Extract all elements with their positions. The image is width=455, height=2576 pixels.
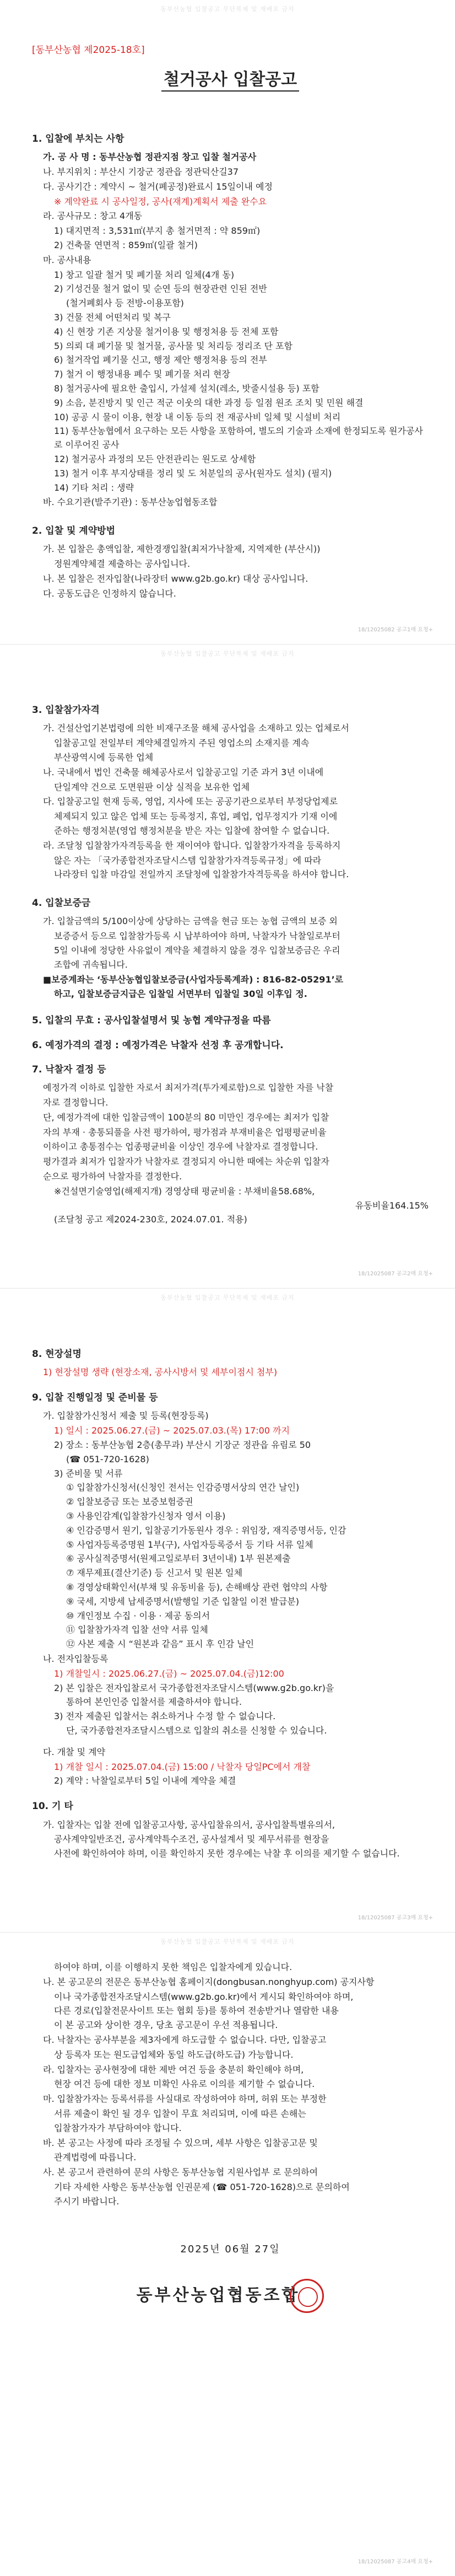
text-line: 나. 부지위치 : 부산시 기장군 정관읍 정관덕산길37 [43, 166, 239, 177]
title-text: 철거공사 입찰공고 [161, 70, 299, 92]
text-line: ※건설면기술영업(해제지개) 경영상태 평균비율 : 부채비율58.68%, [54, 1185, 315, 1196]
section-9-heading: 9. 입찰 진행일정 및 준비물 등 [32, 1392, 158, 1404]
text-line: 가. 본 입찰은 총액입찰, 제한경쟁입찰(최저가낙찰제, 지역제한 (부산시)) [43, 544, 321, 555]
section-1-heading: 1. 입찰에 부치는 사항 [32, 133, 124, 144]
text-line: 1) 대지면적 : 3,531㎡(부지 총 철거면적 : 약 859㎡) [54, 226, 261, 237]
text-line: (철거폐회사 등 전방-이용포함) [66, 298, 184, 309]
document-number: [동부산농협 제2025-18호] [32, 45, 145, 56]
text-line: 상 등록자 또는 원도급업체와 동일 하도급(하도급) 가능합니다. [54, 2049, 294, 2060]
text-line: 2) 기성건물 철거 없이 및 순연 등의 현장관련 인된 전반 [54, 283, 267, 294]
watermark: 동부산농협 입찰공고 무단복제 및 재배포 금지 [160, 6, 295, 13]
text-line: ⑦ 재무제표(결산기준) 등 신고서 및 원본 일체 [66, 1568, 243, 1579]
official-seal-icon [290, 2279, 324, 2313]
issuer-name: 동부산농업협동조합 [136, 2285, 300, 2305]
text-line: 서류 제출이 확인 될 경우 입찰이 무효 처리되며, 이에 따른 손해는 [54, 2108, 306, 2119]
text-line: 1) 일시 : 2025.06.27.(금) ~ 2025.07.03.(목) 17:00 까지 [54, 1425, 290, 1436]
text-line: 라. 조달청 입찰참가자격등록을 한 재이여야 합니다. 입찰참가자격을 등록하지 [43, 840, 341, 851]
document-page-2 [0, 644, 455, 1288]
text-line: 1) 개찰 일시 : 2025.07.04.(금) 15:00 / 낙찰자 당일PC에서 개찰 [54, 1761, 311, 1772]
text-line: 평가결과 최저가 입찰자가 낙찰자로 결정되지 아니한 때에는 차순위 입찰자 [43, 1156, 329, 1167]
text-line: 조합에 귀속됩니다. [54, 959, 128, 970]
text-line: 이나 국가종합전자조달시스템(www.g2b.go.kr)에서 게시되 확인하여야 하며, [54, 1991, 354, 2002]
text-line: 예정가격 이하로 입찰한 자로서 최저가격(투가제로함)으로 입찰한 자를 낙찰 [43, 1082, 334, 1093]
text-line: 10) 공공 시 물이 이용, 현장 내 이동 등의 전 재공사비 일체 및 시설비 처리 [54, 411, 341, 422]
text-line: (☎ 051-720-1628) [66, 1453, 149, 1464]
text-line: 가. 건설산업기본법령에 의한 비재구조물 해체 공사업을 소재하고 있는 업체로서 [43, 723, 349, 734]
text-line: ⑥ 공사실적증명서(원제고일로부터 3년이내) 1부 원본제출 [66, 1553, 291, 1564]
text-line: 관계법령에 따릅니다. [54, 2152, 137, 2163]
text-line: 이하이고 총통점수는 업종평균비율 이상인 경우에 낙찰자로 결정합니다. [43, 1141, 318, 1152]
text-line: 다. 공동도급은 인정하지 않습니다. [43, 588, 176, 599]
text-line: 바. 수요기관(발주기관) : 동부산농업협동조합 [43, 497, 218, 508]
text-line: 사전에 확인하여야 하며, 이를 확인하지 못한 경우에는 낙찰 후 이의를 제기할 수 없습니다. [54, 1848, 400, 1859]
text-line: 나. 본 공고문의 전문은 동부산농협 홈페이지(dongbusan.nonghyup.com) 공지사항 [43, 1976, 375, 1987]
document-title [32, 67, 429, 93]
text-line: ⑫ 사본 제출 시 “원본과 같음” 표시 후 인감 날인 [66, 1639, 254, 1650]
text-line: 단, 예정가격에 대한 입찰금액이 100분의 80 미만인 경우에는 최저가 입찰 [43, 1112, 329, 1123]
text-line: ① 입찰참가신청서(신청인 전서는 인감증명서상의 연간 날인) [66, 1482, 300, 1493]
page-code: 18/12025087 공고4매 요청+ [358, 2558, 433, 2565]
text-line: 공사계약일반조건, 공사계약특수조건, 공사설계서 및 제무서류를 현장을 [54, 1834, 329, 1845]
text-line: 정원계약체결 제출하는 공사입니다. [54, 559, 191, 570]
text-line: 4) 신 현장 기존 지상물 철거이용 및 행정처용 등 전체 포함 [54, 326, 279, 337]
text-line: 1) 창고 일괄 철거 및 폐기물 처리 일체(4개 동) [54, 269, 235, 280]
document-page-4 [0, 1932, 455, 2576]
text-line: 나. 전자입찰등록 [43, 1654, 109, 1665]
text-line: 나. 국내에서 법인 건축물 해체공사로서 입찰공고일 기준 과거 3년 이내에 [43, 766, 324, 777]
text-line: 나. 본 입찰은 전자입찰(나라장터 www.g2b.go.kr) 대상 공사입니다. [43, 573, 308, 584]
text-line: 가. 입찰자는 입찰 전에 입찰공고사항, 공사입찰유의서, 공사입찰특별유의서, [43, 1819, 335, 1830]
text-line: 자로 결정합니다. [43, 1097, 109, 1108]
section-6-heading: 6. 예정가격의 결정 : 예정가격은 낙찰자 선정 후 공개합니다. [32, 1039, 284, 1051]
text-line: 바. 본 공고는 사정에 따라 조정될 수 있으며, 세부 사항은 입찰공고문 및 [43, 2137, 318, 2148]
text-line: 마. 입찰참가자는 등록서류를 사실대로 작성하여야 하며, 허위 또는 부정한 [43, 2094, 327, 2105]
text-line: 나라장터 입찰 마감일 전일까지 조달청에 입찰참가자격등록을 하셔야 합니다. [54, 869, 349, 880]
document-page-1 [0, 0, 455, 644]
text-line: 다. 낙찰자는 공사부분을 제3자에게 하도급할 수 없습니다. 다만, 입찰공고 [43, 2034, 327, 2045]
document-page-3 [0, 1288, 455, 1932]
page-code: 18/12025082 공고1매 요청+ [358, 626, 433, 633]
page-code: 18/12025087 공고3매 요청+ [358, 1914, 433, 1921]
text-line: 9) 소음, 분진방지 및 인근 적군 이웃의 대한 과정 등 일점 원조 조치 및 민원 해결 [54, 397, 364, 408]
text-line: 자의 부재 · 총통되풀을 사전 평가하여, 평가점과 부재비율은 업평평균비율 [43, 1126, 327, 1137]
text-line: 7) 철거 이 행정내용 폐수 및 폐기물 처리 현장 [54, 369, 230, 380]
text-line: 가. 입찰참가신청서 제출 및 등록(현장등록) [43, 1410, 209, 1421]
text-line: ⑤ 사업자등록증명원 1부(구), 사업자등록증서 등 기타 서류 일체 [66, 1539, 313, 1550]
text-line: 다. 입찰공고일 현재 등록, 영업, 지사에 또는 공공기관으로부터 부정당업제로 [43, 796, 338, 807]
text-line: ④ 인감증명서 원기, 입찰공기가동원사 경우 : 위임장, 재직증명서등, 인감 [66, 1525, 346, 1536]
text-line: 다. 공사기간 : 계약시 ~ 철거(폐공정)완료시 15일이내 예정 [43, 181, 273, 192]
text-line: 5) 의뢰 대 폐기물 및 철거물, 공사물 및 처리등 정리조 단 포함 [54, 340, 292, 351]
text-line: 체제되지 있고 않은 업체 또는 등록정지, 휴업, 폐업, 업무정지가 기재 이에 [54, 811, 338, 822]
section-2-heading: 2. 입찰 및 계약방법 [32, 525, 115, 537]
issue-date: 2025년 06월 27일 [180, 2243, 280, 2255]
text-line: 입찰참가자가 부담하여야 합니다. [54, 2122, 182, 2133]
contact-line: 기타 자세한 사항은 동부산농협 인권문제 (☎ 051-720-1628)으로 문의하여 [54, 2181, 350, 2192]
text-line: 보증증서 등으로 입찰참가등록 시 납부하여야 하며, 낙찰자가 낙찰일로부터 [54, 931, 340, 942]
text-line: (조달청 공고 제2024-230호, 2024.07.01. 적용) [54, 1214, 247, 1225]
text-line: 8) 철거공사에 필요한 출입시, 가설제 설치(레소, 밧줄시설용 등) 포함 [54, 383, 319, 394]
text-line: ⑪ 입찰참가자격 입찰 선약 서류 일체 [66, 1624, 208, 1635]
issuer-block [32, 2279, 429, 2313]
text-line: 11) 동부산농협에서 요구하는 모든 사항을 포함하여, 별도의 기술과 소재에 한정되도록 원가공사로 이루어진 공사 [54, 426, 423, 450]
text-line: 라. 공사규모 : 창고 4개동 [43, 211, 143, 222]
text-line: 13) 철거 이후 부지상태를 정리 및 도 처분일의 공사(원자도 설치) (필지) [54, 468, 332, 479]
text-line: 라. 입찰자는 공사현장에 대한 제반 여건 등을 충분히 확인해야 하며, [43, 2064, 304, 2075]
text-line: 3) 건물 전체 어떤처리 및 복구 [54, 312, 171, 323]
text-line: 이 본 공고와 상이한 경우, 당초 공고문이 우선 적용됩니다. [54, 2020, 278, 2031]
text-line: 사. 본 공고서 관련하여 문의 사항은 동부산농협 지원사업부 로 문의하여 [43, 2167, 318, 2178]
text-line: 3) 준비물 및 서류 [54, 1468, 123, 1479]
text-line: 현장 여건 등에 대한 정보 미확인 사유로 이의를 제기할 수 없습니다. [54, 2079, 315, 2090]
text-line: 부산광역시에 등록한 업체 [54, 752, 154, 763]
watermark: 동부산농협 입찰공고 무단복제 및 재배포 금지 [160, 1938, 295, 1945]
text-line: 주시기 바랍니다. [54, 2196, 120, 2207]
text-line: 2) 건축물 연면적 : 859㎡(일괄 철거) [54, 239, 198, 250]
text-line: 6) 철거작업 폐기물 신고, 행정 제안 행정처용 등의 전부 [54, 355, 267, 366]
text-line: 하여야 하며, 이를 이행하지 못한 책임은 입찰자에게 있습니다. [54, 1962, 292, 1972]
text-line: 가. 입찰금액의 5/100이상에 상당하는 금액을 현금 또는 농협 금액의 보증 외 [43, 916, 338, 927]
notice-line: ※ 계약완료 시 공사일정, 공사(재계)계획서 제출 완수요 [54, 196, 267, 207]
text-line: ⑨ 국세, 지방세 납세증명서(발행일 기준 입찰일 이전 발급분) [66, 1596, 300, 1607]
text-line: 3) 전자 제출된 입찰서는 취소하거나 수정 할 수 없습니다. [54, 1711, 276, 1722]
watermark: 동부산농협 입찰공고 무단복제 및 재배포 금지 [160, 650, 295, 657]
section-7-heading: 7. 낙찰자 결정 등 [32, 1064, 106, 1075]
text-line: 단, 국가종합전자조달시스템으로 입찰의 취소를 신청할 수 있습니다. [66, 1725, 327, 1736]
text-line: 준하는 행정처분(영업 행정처분을 받은 자는 입찰에 참여할 수 없습니다. [54, 825, 330, 836]
text-line: 다. 개찰 및 계약 [43, 1746, 106, 1757]
text-line: 마. 공사내용 [43, 254, 91, 265]
section-8-heading: 8. 현장설명 [32, 1349, 82, 1360]
text-line: ⑧ 경영상태확인서(부채 및 유동비율 등), 손해배상 관련 협약의 사항 [66, 1582, 328, 1593]
text-line: 2) 계약 : 낙찰일로부터 5일 이내에 계약을 체결 [54, 1775, 236, 1786]
text-line: 1) 개찰일시 : 2025.06.27.(금) ~ 2025.07.04.(금)12:00 [54, 1668, 284, 1679]
text-line: 통하여 본인인증 입찰서를 제출하셔야 합니다. [66, 1697, 242, 1708]
account-line: 하고, 입찰보증금지급은 입찰일 서면부터 입찰일 30일 이후입 정. [54, 989, 307, 1000]
text-line: 유동비율164.15% [355, 1200, 429, 1211]
page-code: 18/12025087 공고2매 요청+ [358, 1270, 433, 1277]
text-line: 않은 자는 「국가종합전자조달시스템 입찰참가자격등록규정」에 따라 [54, 855, 322, 866]
text-line: 2) 장소 : 동부산농협 2층(총무과) 부산시 기장군 정관읍 유림로 50 [54, 1440, 311, 1451]
section-5-heading: 5. 입찰의 무효 : 공사입찰설명서 및 농협 계약규정을 따름 [32, 1015, 271, 1027]
text-line: 순으로 평가하여 낙찰자를 결정한다. [43, 1171, 182, 1182]
text-line: 12) 철거공사 과정의 모든 안전관리는 원도로 상세함 [54, 453, 256, 464]
text-line: 단일계약 건으로 도면원판 이상 실적을 보유한 업체 [54, 781, 250, 792]
text-line: 14) 기타 처리 : 생략 [54, 482, 134, 493]
watermark: 동부산농협 입찰공고 무단복제 및 재배포 금지 [160, 1294, 295, 1301]
text-line: 5일 이내에 정당한 사유없이 계약을 체결하지 않을 경우 입찰보증금은 우리 [54, 945, 340, 956]
text-line: ⑩ 개인정보 수집 · 이용 · 제공 동의서 [66, 1610, 210, 1621]
text-line: 2) 본 입찰은 전자입찰로서 국가종합전자조달시스템(www.g2b.go.kr)을 [54, 1682, 334, 1693]
section-3-heading: 3. 입찰참가자격 [32, 705, 100, 716]
text-line: 가. 공 사 명 : 동부산농협 정관지점 창고 입찰 철거공사 [43, 152, 257, 163]
text-line: ③ 사용인감계(입찰참가신청자 영서 이용) [66, 1511, 226, 1522]
section-10-heading: 10. 기 타 [32, 1801, 73, 1812]
section-4-heading: 4. 입찰보증금 [32, 898, 91, 909]
text-line: 1) 현장설명 생략 (현장소재, 공사시방서 및 세부이점시 첨부) [43, 1367, 278, 1378]
text-line: 다른 경로(입찰전문사이트 또는 협회 등)를 통하여 전송받거나 열람한 내용 [54, 2005, 339, 2016]
account-line: ■보증계좌는 ‘동부산농협입찰보증금(사업자등록계좌) : 816-82-05291’로 [43, 974, 344, 985]
text-line: ② 입찰보증금 또는 보증보험증권 [66, 1496, 193, 1507]
text-line: 입찰공고일 전일부터 계약체결일까지 주된 영업소의 소재지를 계속 [54, 738, 310, 749]
